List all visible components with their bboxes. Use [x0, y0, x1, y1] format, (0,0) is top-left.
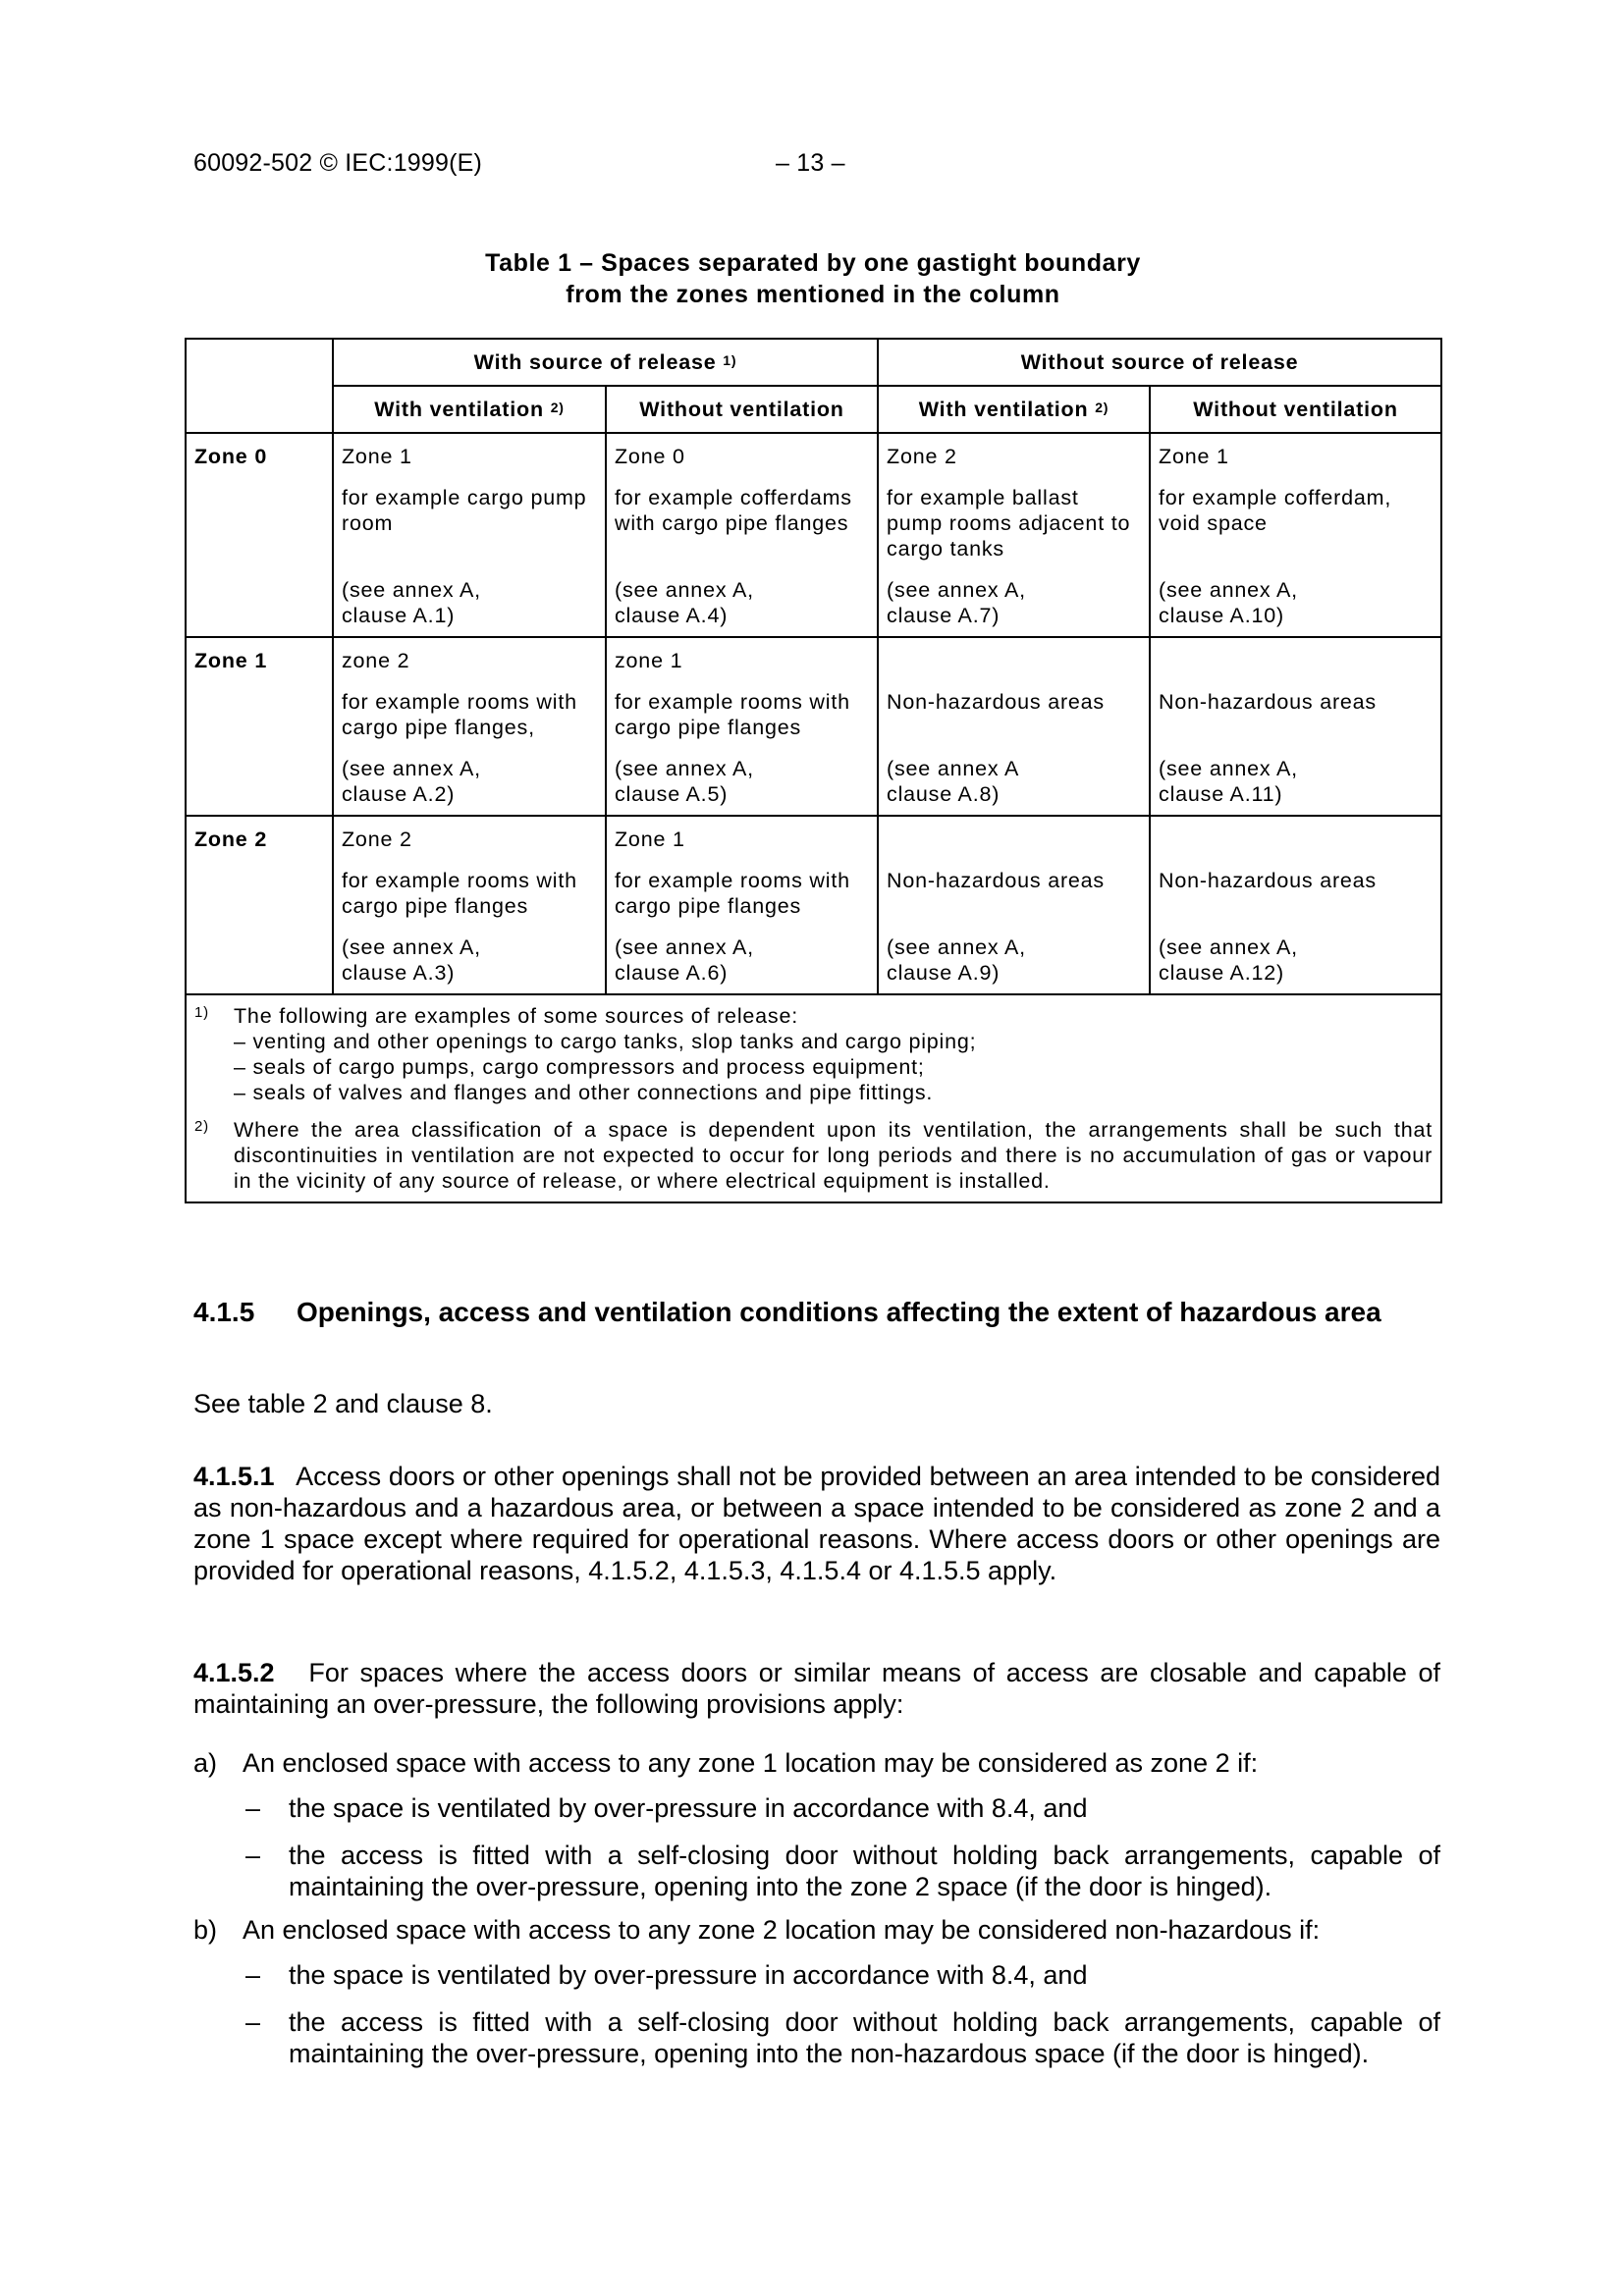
table-cell: Zone 1 for example rooms with cargo pipe flanges (see annex A, clause A.6) [606, 816, 878, 994]
footnote-line: – seals of valves and flanges and other connections and pipe fittings. [234, 1081, 934, 1104]
section-intro: See table 2 and clause 8. [193, 1389, 493, 1418]
list-subitem: the space is ventilated by over-pressure in accordance with 8.4, and [289, 1793, 1088, 1823]
footnote-line: Where the area classification of a space is dependent upon its ventilation, the arrangements shall be such that discontinuities in ventilation are not expected to occur for long periods and there is no accumulation of gas or vapour in the vicinity of any source of release, or where electrical equipment is installed. [234, 1118, 1434, 1193]
table-cell: Zone 1 for example cofferdam, void space (see annex A, clause A.10) [1150, 433, 1441, 637]
table-row [186, 637, 1441, 816]
dash: – [245, 2007, 261, 2037]
footnote-number: 1) [194, 1004, 209, 1021]
footnote-2 [194, 1117, 1433, 1194]
paragraph-number: 4.1.5.1 [193, 1462, 275, 1491]
table-row [186, 433, 1441, 637]
table-cell: Non-hazardous areas (see annex A, clause A.9) [878, 816, 1150, 994]
list-subitem: the access is fitted with a self-closing door without holding back arrangements, capable of maintaining the over-pressure, opening into the zone 2 space (if the door is hinged). [289, 1841, 1440, 1901]
list-label-b: b) [193, 1915, 218, 1945]
paragraph-text: Access doors or other openings shall not be provided between an area intended to be considered as non-hazardous and a hazardous area, or between a space intended to be considered as zone 2 and a zone 1 space except where required for operational reasons. Where access doors or other openings are provided for operational reasons, 4.1.5.2, 4.1.5.3, 4.1.5.4 or 4.1.5.5 apply. [193, 1462, 1441, 1585]
list-subitem: the space is ventilated by over-pressure in accordance with 8.4, and [289, 1960, 1088, 1990]
page-header-left: 60092-502 © IEC:1999(E) [193, 149, 483, 177]
header-without-source: Without source of release [878, 339, 1441, 386]
table-cell: Non-hazardous areas (see annex A, clause A.12) [1150, 816, 1441, 994]
paragraph-number: 4.1.5.2 [193, 1658, 275, 1687]
footnote-1 [194, 1003, 1433, 1105]
table-caption [187, 247, 1439, 310]
table-cell: Zone 0 for example cofferdams with cargo pipe flanges (see annex A, clause A.4) [606, 433, 878, 637]
table-footnotes [186, 994, 1441, 1202]
dash: – [245, 1960, 261, 1990]
table-cell: Zone 2 for example ballast pump rooms adjacent to cargo tanks (see annex A, clause A.7) [878, 433, 1150, 637]
table-cell: Non-hazardous areas (see annex A, clause A.11) [1150, 637, 1441, 816]
header-with-source: With source of release $^{1)}$ [333, 339, 878, 386]
list-label-a: a) [193, 1748, 218, 1778]
footnote-number: 2) [194, 1118, 209, 1135]
paragraph-4-1-5-1 [193, 1461, 1440, 1586]
section-number: 4.1.5 [193, 1297, 255, 1327]
table-row [186, 816, 1441, 994]
header-with-ventilation: With ventilation $^{2)}$ [878, 386, 1150, 433]
paragraph-4-1-5-2 [193, 1657, 1440, 1720]
table-cell: Zone 1 for example cargo pump room (see annex A, clause A.1) [333, 433, 606, 637]
zones-table [185, 338, 1442, 1203]
row-label: Zone 2 [186, 816, 333, 994]
row-label: Zone 0 [186, 433, 333, 637]
footnote-line: The following are examples of some sources of release: [234, 1004, 798, 1028]
section-heading [193, 1296, 1440, 1329]
list-item-a: An enclosed space with access to any zone 1 location may be considered as zone 2 if: [243, 1748, 1259, 1778]
table-cell: Non-hazardous areas (see annex A clause A.8) [878, 637, 1150, 816]
dash: – [245, 1841, 261, 1870]
header-without-ventilation: Without ventilation [606, 386, 878, 433]
table-cell: zone 2 for example rooms with cargo pipe flanges, (see annex A, clause A.2) [333, 637, 606, 816]
table-corner-cell [186, 339, 333, 433]
section-title: Openings, access and ventilation conditions affecting the extent of hazardous area [297, 1297, 1381, 1327]
table-caption-line-2: from the zones mentioned in the column [566, 281, 1060, 308]
header-without-ventilation: Without ventilation [1150, 386, 1441, 433]
list-item-b: An enclosed space with access to any zone 2 location may be considered non-hazardous if: [243, 1915, 1321, 1945]
header-with-ventilation: With ventilation $^{2)}$ [333, 386, 606, 433]
footnote-line: – venting and other openings to cargo tanks, slop tanks and cargo piping; [234, 1030, 977, 1053]
paragraph-text: For spaces where the access doors or similar means of access are closable and capable of maintaining an over-pressure, the following provisions apply: [193, 1658, 1440, 1719]
list-subitem: the access is fitted with a self-closing door without holding back arrangements, capable of maintaining the over-pressure, opening into the non-hazardous space (if the door is hinged). [289, 2007, 1440, 2068]
row-label: Zone 1 [186, 637, 333, 816]
dash: – [245, 1793, 261, 1823]
table-cell: zone 1 for example rooms with cargo pipe flanges (see annex A, clause A.5) [606, 637, 878, 816]
table-caption-line-1: Table 1 – Spaces separated by one gastight boundary [485, 249, 1141, 277]
table-cell: Zone 2 for example rooms with cargo pipe flanges (see annex A, clause A.3) [333, 816, 606, 994]
page-number: – 13 – [776, 149, 845, 177]
footnote-line: – seals of cargo pumps, cargo compressors and process equipment; [234, 1055, 925, 1079]
